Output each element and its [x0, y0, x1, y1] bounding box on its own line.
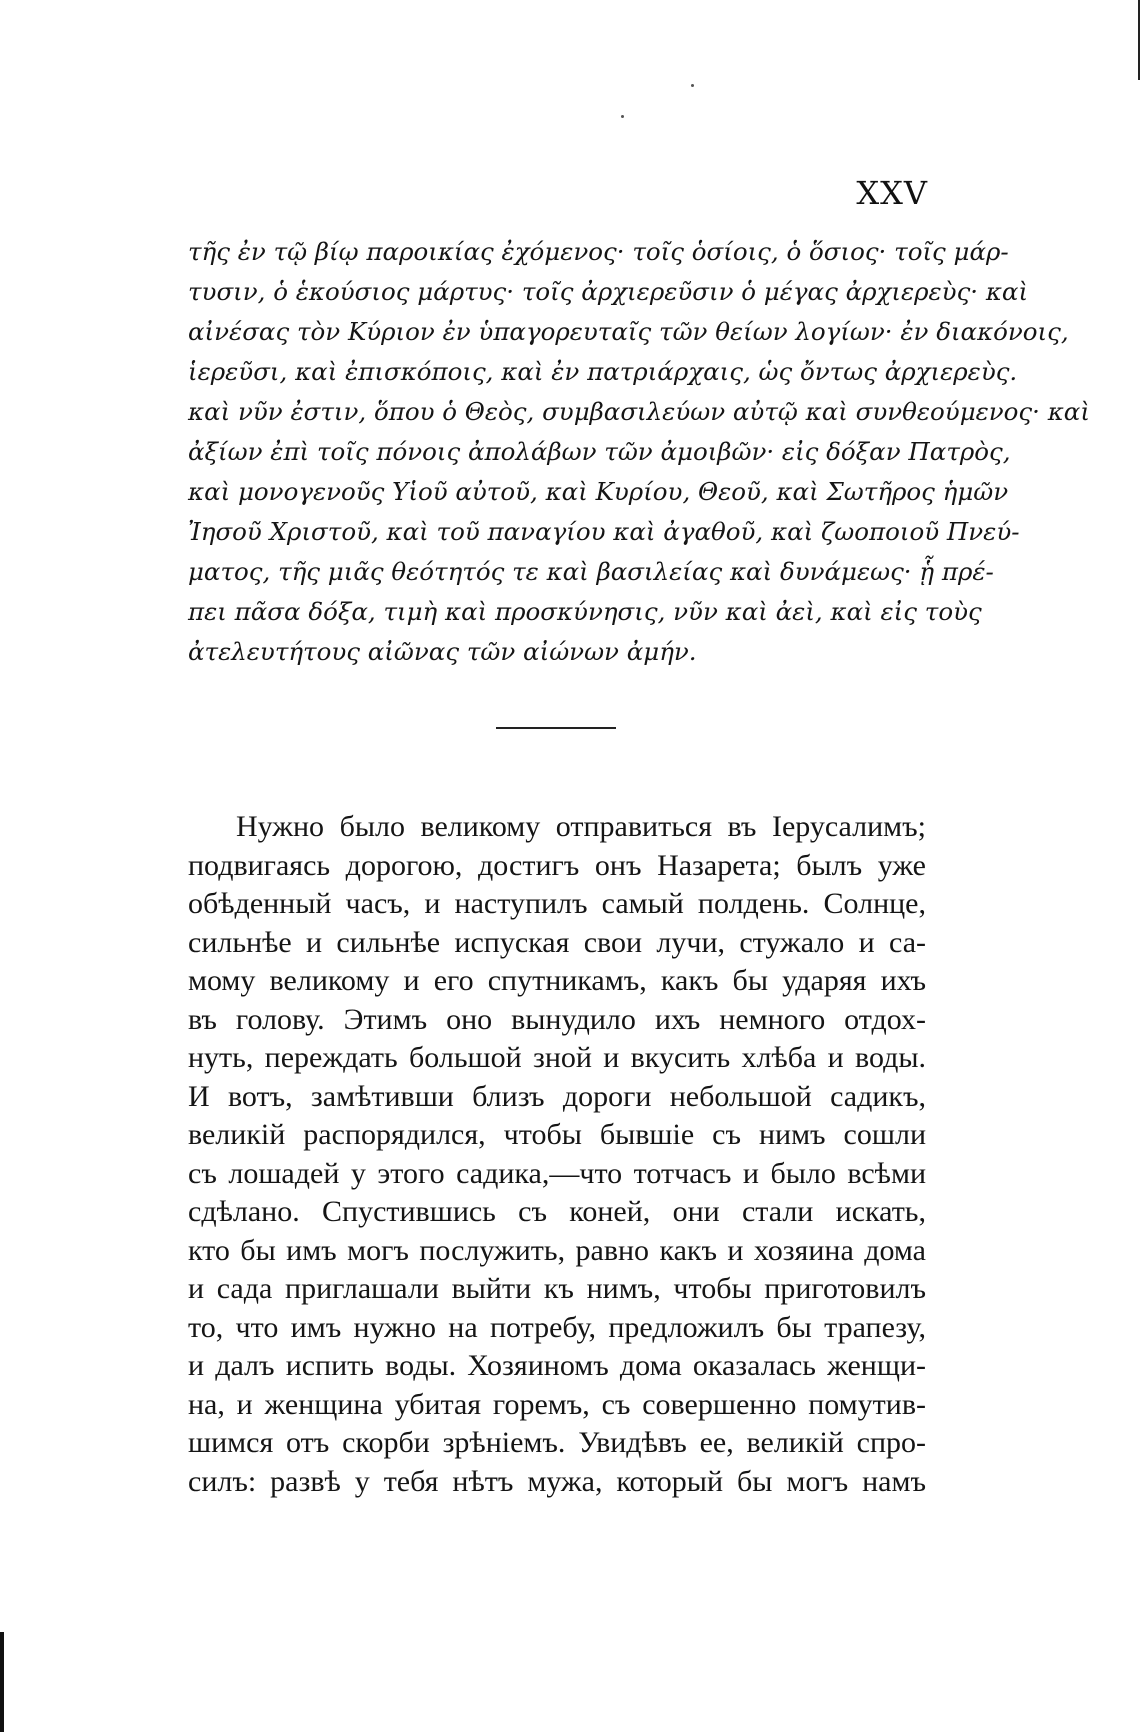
page-edge-mark [0, 1632, 4, 1732]
russian-text-line: И вотъ, замѣтивши близъ дороги небольшой садикъ, [188, 1079, 926, 1113]
russian-text-line: великій распорядился, чтобы бывшіе съ нимъ сошли [188, 1118, 926, 1151]
greek-text-line: ἀτελευτήτους αἰῶνας τῶν αἰώνων ἀμήν. [188, 637, 697, 666]
russian-text-line: Нужно было великому отправиться въ Іерусалимъ; [236, 810, 926, 843]
russian-text-line: шимся отъ скорби зрѣніемъ. Увидѣвъ ее, великій спро- [188, 1426, 926, 1459]
greek-text-line: αἰνέσας τὸν Κύριον ἐν ὑπαγορευταῖς τῶν θείων λογίων· ἐν διακόνοις, [188, 317, 1069, 346]
russian-text-line: обѣденный часъ, и наступилъ самый полдень. Солнце, [188, 887, 926, 920]
russian-text-line: и сада приглашали выйти къ нимъ, чтобы приготовилъ [188, 1272, 926, 1305]
russian-text-line: сдѣлано. Спустившись съ коней, они стали искать, [188, 1195, 926, 1228]
greek-text-line: ματος, τῆς μιᾶς θεότητός τε καὶ βασιλείας καὶ δυνάμεως· ᾗ πρέ- [188, 557, 994, 586]
russian-text-line: силъ: развѣ у тебя нѣтъ мужа, который бы могъ намъ [188, 1464, 926, 1498]
greek-text-line: καὶ νῦν ἐστιν, ὅπου ὁ Θεὸς, συμβασιλεύων αὐτῷ καὶ συνθεούμενος· καὶ [188, 397, 1090, 426]
russian-text-line: сильнѣе и сильнѣе испуская свои лучи, стужало и са- [188, 925, 926, 959]
greek-text-line: τῆς ἐν τῷ βίῳ παροικίας ἐχόμενος· τοῖς ὁσίοις, ὁ ὅσιος· τοῖς μάρ- [188, 237, 1009, 266]
russian-text-line: въ голову. Этимъ оно вынудило ихъ немного отдох- [188, 1002, 926, 1036]
greek-text-line: καὶ μονογενοῦς Υἱοῦ αὐτοῦ, καὶ Κυρίου, Θεοῦ, καὶ Σωτῆρος ἡμῶν [188, 477, 1009, 506]
russian-text-line: и далъ испить воды. Хозяиномъ дома оказалась женщи- [188, 1349, 926, 1382]
speck-mark [621, 115, 624, 118]
russian-text-line: подвигаясь дорогою, достигъ онъ Назарета; былъ уже [188, 848, 926, 882]
greek-text-line: ἱερεῦσι, καὶ ἐπισκόποις, καὶ ἐν πατριάρχαις, ὡς ὄντως ἀρχιερεὺς. [188, 357, 1018, 386]
greek-text-line: Ἰησοῦ Χριστοῦ, καὶ τοῦ παναγίου καὶ ἀγαθοῦ, καὶ ζωοποιοῦ Πνεύ- [188, 517, 1020, 546]
russian-text-line: на, и женщина убитая горемъ, съ совершенно помутив- [188, 1387, 926, 1421]
russian-text-line: съ лошадей у этого садика,—что тотчасъ и было всѣми [188, 1156, 926, 1190]
page-number: XXV [856, 174, 928, 212]
russian-text-block [188, 808, 926, 1501]
section-divider [496, 727, 616, 729]
greek-text-line: ἀξίων ἐπὶ τοῖς πόνοις ἀπολάβων τῶν ἀμοιβῶν· εἰς δόξαν Πατρὸς, [188, 437, 1011, 466]
russian-text-line: нуть, переждать большой зной и вкусить хлѣба и воды. [188, 1041, 926, 1074]
speck-mark [691, 84, 694, 87]
russian-text-line: мому великому и его спутникамъ, какъ бы ударяя ихъ [188, 964, 926, 997]
greek-text-line: πει πᾶσα δόξα, τιμὴ καὶ προσκύνησις, νῦν καὶ ἀεὶ, καὶ εἰς τοὺς [188, 597, 982, 626]
greek-text-block [188, 232, 1090, 672]
russian-text-line: кто бы имъ могъ послужить, равно какъ и хозяина дома [188, 1233, 926, 1267]
russian-text-line: то, что имъ нужно на потребу, предложилъ бы трапезу, [188, 1310, 926, 1344]
greek-text-line: τυσιν, ὁ ἑκούσιος μάρτυς· τοῖς ἀρχιερεῦσιν ὁ μέγας ἀρχιερεὺς· καὶ [188, 277, 1029, 306]
